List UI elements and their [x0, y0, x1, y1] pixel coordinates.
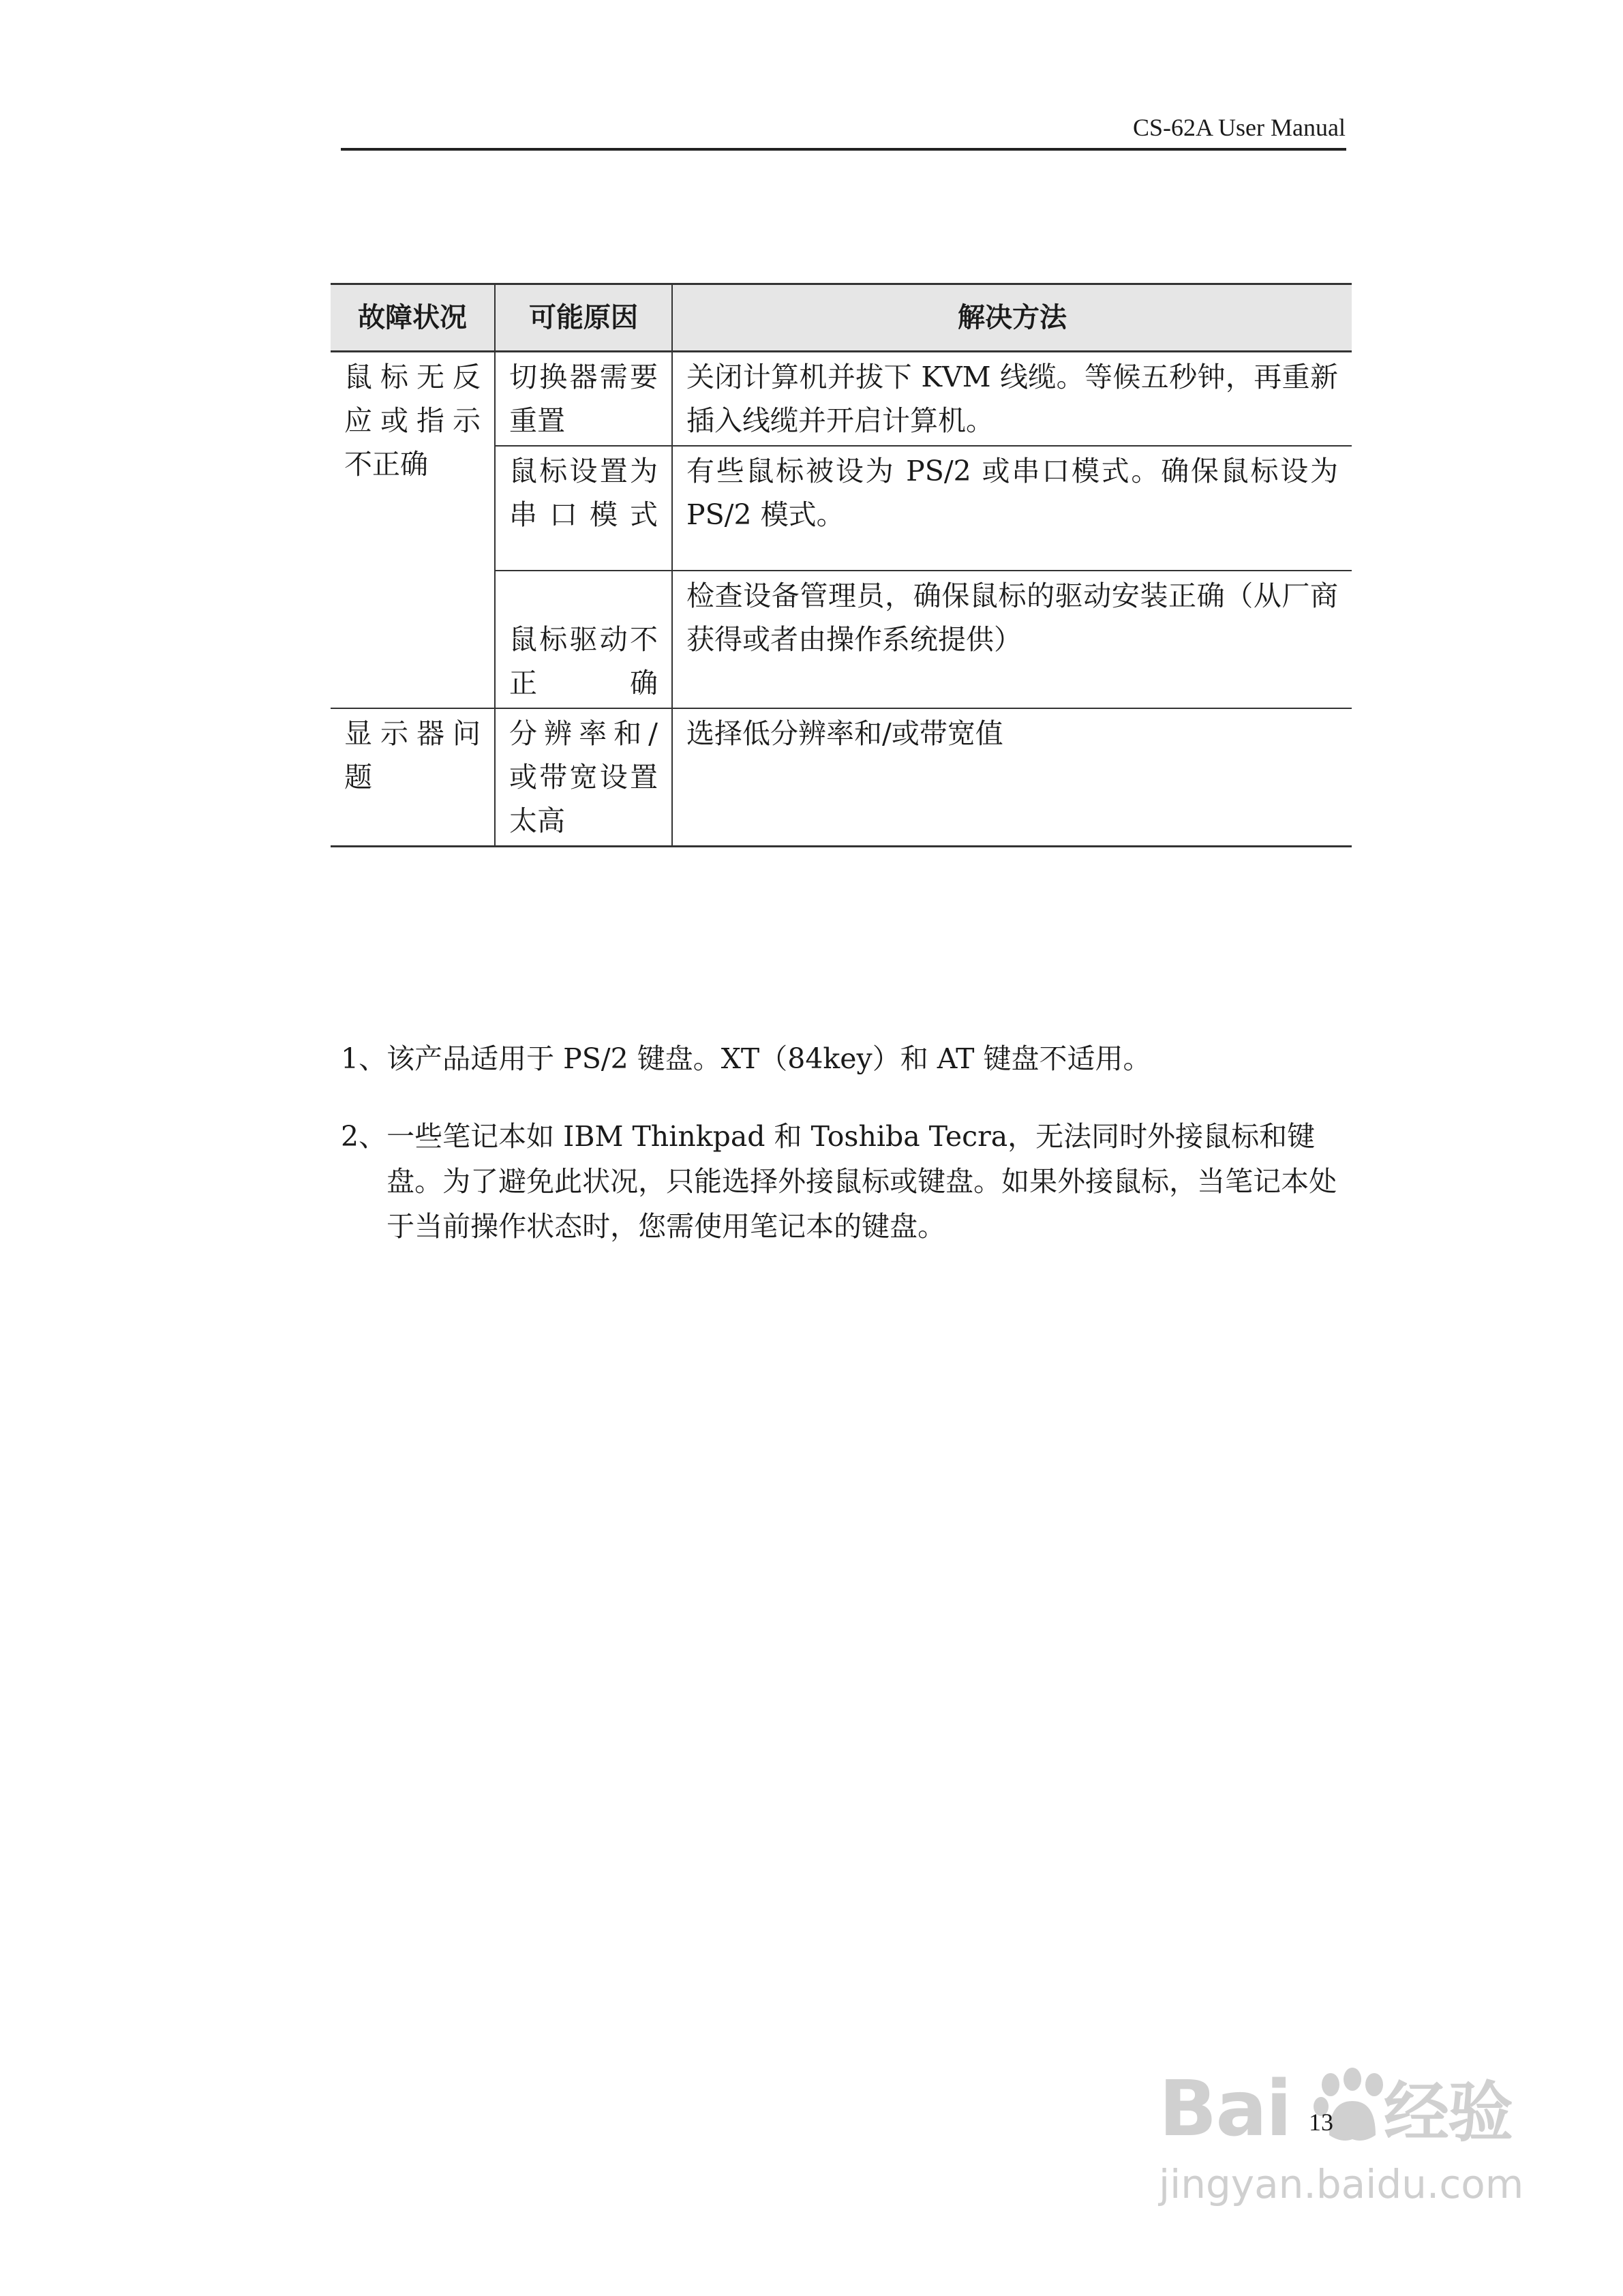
watermark-url: jingyan.baidu.com — [1159, 2161, 1524, 2207]
solution-cell: 关闭计算机并拔下 KVM 线缆。等候五秒钟，再重新插入线缆并开启计算机。 — [672, 352, 1352, 447]
symptom-line: 不正确 — [344, 448, 428, 481]
svg-text:Bai: Bai — [1159, 2065, 1291, 2154]
header-solution: 解决方法 — [672, 284, 1352, 352]
svg-text:经验: 经验 — [1384, 2074, 1512, 2151]
solution-cell: 有些鼠标被设为 PS/2 或串口模式。确保鼠标设为 PS/2 模式。 — [672, 446, 1352, 571]
troubleshooting-table — [331, 283, 1352, 847]
note-text: 一些笔记本如 IBM Thinkpad 和 Toshiba Tecra，无法同时外接鼠标和键盘。为了避免此状况，只能选择外接鼠标或键盘。如果外接鼠标，当笔记本处于当前操作状态时，您需使用笔记本的键盘。 — [386, 1120, 1337, 1243]
symptom-line: 鼠标无反 — [344, 361, 481, 393]
header-rule — [341, 148, 1346, 151]
solution-cell: 检查设备管理员，确保鼠标的驱动安装正确（从厂商获得或者由操作系统提供） — [672, 571, 1352, 708]
header-symptom: 故障状况 — [331, 284, 495, 352]
note-number: 1、 — [341, 1042, 387, 1075]
table-row — [331, 708, 1352, 847]
cause-cell: 切换器需要重置 — [495, 352, 672, 447]
solution-cell: 选择低分辨率和/或带宽值 — [672, 708, 1352, 847]
symptom-cell — [331, 708, 495, 847]
notes-list — [341, 1036, 1350, 1282]
cause-cell: 鼠标设置为串口模式 — [495, 446, 672, 571]
header-cause: 可能原因 — [495, 284, 672, 352]
cause-cell: 鼠标驱动不正确 — [495, 571, 672, 708]
symptom-line: 题 — [344, 761, 372, 794]
note-item — [341, 1036, 1350, 1081]
symptom-line: 显示器问 — [344, 717, 481, 750]
baidu-jingyan-watermark — [1159, 2059, 1541, 2222]
header-title: CS-62A User Manual — [1133, 114, 1346, 141]
cause-cell: 分辨率和/或带宽设置太高 — [495, 708, 672, 847]
note-text: 该产品适用于 PS/2 键盘。XT（84key）和 AT 键盘不适用。 — [386, 1042, 1151, 1075]
paw-logo-icon — [1159, 2059, 1513, 2161]
table-row — [331, 352, 1352, 447]
page-number: 13 — [1309, 2109, 1333, 2136]
note-number: 2、 — [341, 1120, 387, 1153]
note-item — [341, 1114, 1350, 1249]
symptom-cell — [331, 352, 495, 709]
symptom-line: 应或指示 — [344, 404, 481, 437]
table-header-row — [331, 284, 1352, 352]
